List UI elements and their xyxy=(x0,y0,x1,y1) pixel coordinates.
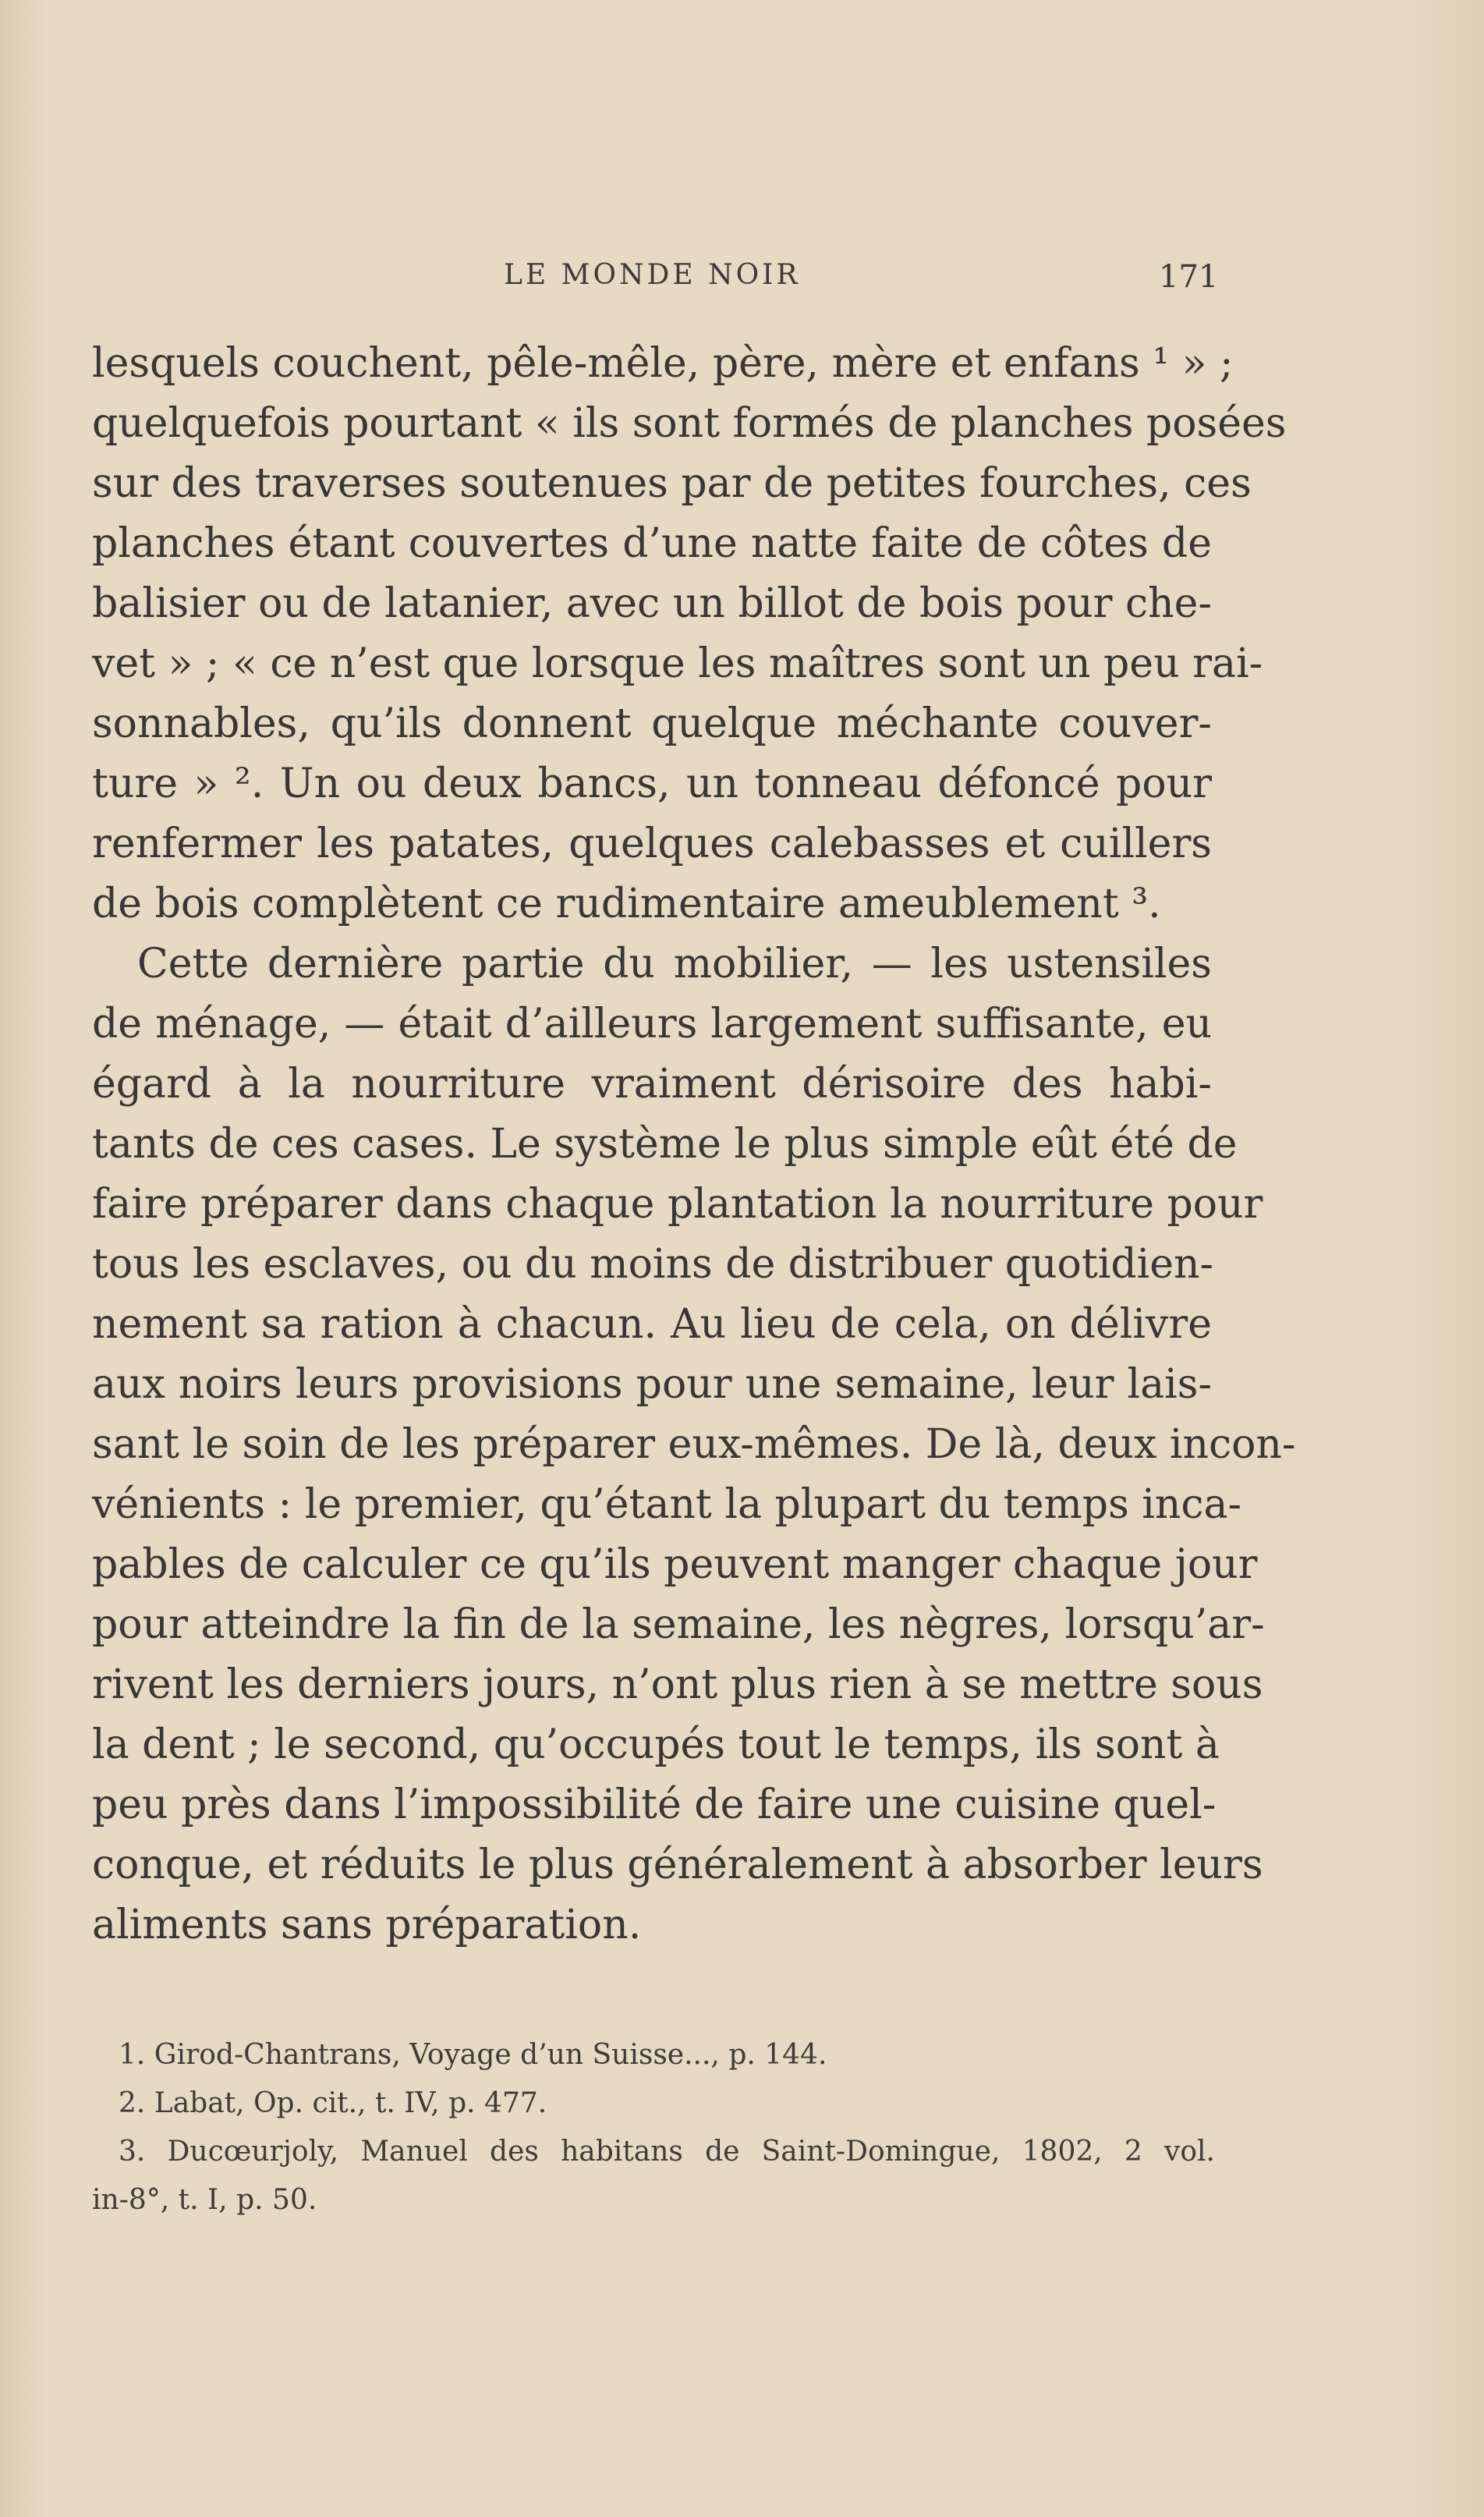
text-line: tants de ces cases. Le système le plus simple eût été de xyxy=(92,1121,1238,1168)
text-line: tous les esclaves, ou du moins de distribuer quotidien- xyxy=(92,1241,1214,1288)
text-line: nement sa ration à chacun. Au lieu de cela, on délivre xyxy=(92,1301,1212,1348)
text-line: rivent les derniers jours, n’ont plus rien à se mettre sous xyxy=(92,1661,1263,1708)
text-line: balisier ou de latanier, avec un billot de bois pour che- xyxy=(92,580,1212,627)
text-line: planches étant couvertes d’une natte faite de côtes de xyxy=(92,520,1212,567)
text-line: pables de calculer ce qu’ils peuvent manger chaque jour xyxy=(92,1541,1258,1588)
footnotes xyxy=(92,2031,1215,2225)
footnote-2: 2. Labat, Op. cit., t. IV, p. 477. xyxy=(119,2087,547,2119)
page-number: 171 xyxy=(1159,259,1219,295)
text-line: peu près dans l’impossibilité de faire une cuisine quel- xyxy=(92,1781,1217,1828)
text-line: de ménage, — était d’ailleurs largement suffisante, eu xyxy=(92,1001,1212,1048)
text-line: sonnables, qu’ils donnent quelque méchante couver- xyxy=(92,700,1212,747)
footnote-3-continuation: in-8°, t. I, p. 50. xyxy=(92,2184,317,2216)
text-line: renfermer les patates, quelques calebasses et cuillers xyxy=(92,821,1212,867)
paragraph-start-line: Cette dernière partie du mobilier, — les ustensiles xyxy=(137,941,1212,987)
page-header xyxy=(0,259,1484,306)
text-line: aux noirs leurs provisions pour une semaine, leur lais- xyxy=(92,1361,1212,1408)
text-line: vénients : le premier, qu’étant la plupart du temps inca- xyxy=(92,1481,1242,1528)
text-line: aliments sans préparation. xyxy=(92,1902,642,1948)
text-line: quelquefois pourtant « ils sont formés de planches posées xyxy=(92,400,1287,447)
text-line: égard à la nourriture vraiment dérisoire des habi- xyxy=(92,1061,1212,1108)
running-title: LE MONDE NOIR xyxy=(504,259,801,291)
text-line: conque, et réduits le plus généralement à absorber leurs xyxy=(92,1842,1263,1888)
text-line: la dent ; le second, qu’occupés tout le temps, ils sont à xyxy=(92,1721,1220,1768)
text-line: sant le soin de les préparer eux-mêmes. De là, deux incon- xyxy=(92,1421,1296,1468)
text-line: ture » ². Un ou deux bancs, un tonneau défoncé pour xyxy=(92,760,1212,807)
text-line: sur des traverses soutenues par de petites fourches, ces xyxy=(92,460,1252,507)
text-line: de bois complètent ce rudimentaire ameublement ³. xyxy=(92,881,1161,927)
text-line: faire préparer dans chaque plantation la nourriture pour xyxy=(92,1181,1263,1228)
text-line: lesquels couchent, pêle-mêle, père, mère et enfans ¹ » ; xyxy=(92,340,1234,387)
text-line: vet » ; « ce n’est que lorsque les maîtres sont un peu rai- xyxy=(92,640,1263,687)
body-text xyxy=(92,334,1296,1955)
text-line: pour atteindre la fin de la semaine, les nègres, lorsqu’ar- xyxy=(92,1601,1265,1648)
footnote-3: 3. Ducœurjoly, Manuel des habitans de Saint-Domingue, 1802, 2 vol. xyxy=(119,2136,1215,2168)
footnote-1: 1. Girod-Chantrans, Voyage d’un Suisse..., p. 144. xyxy=(119,2039,827,2071)
